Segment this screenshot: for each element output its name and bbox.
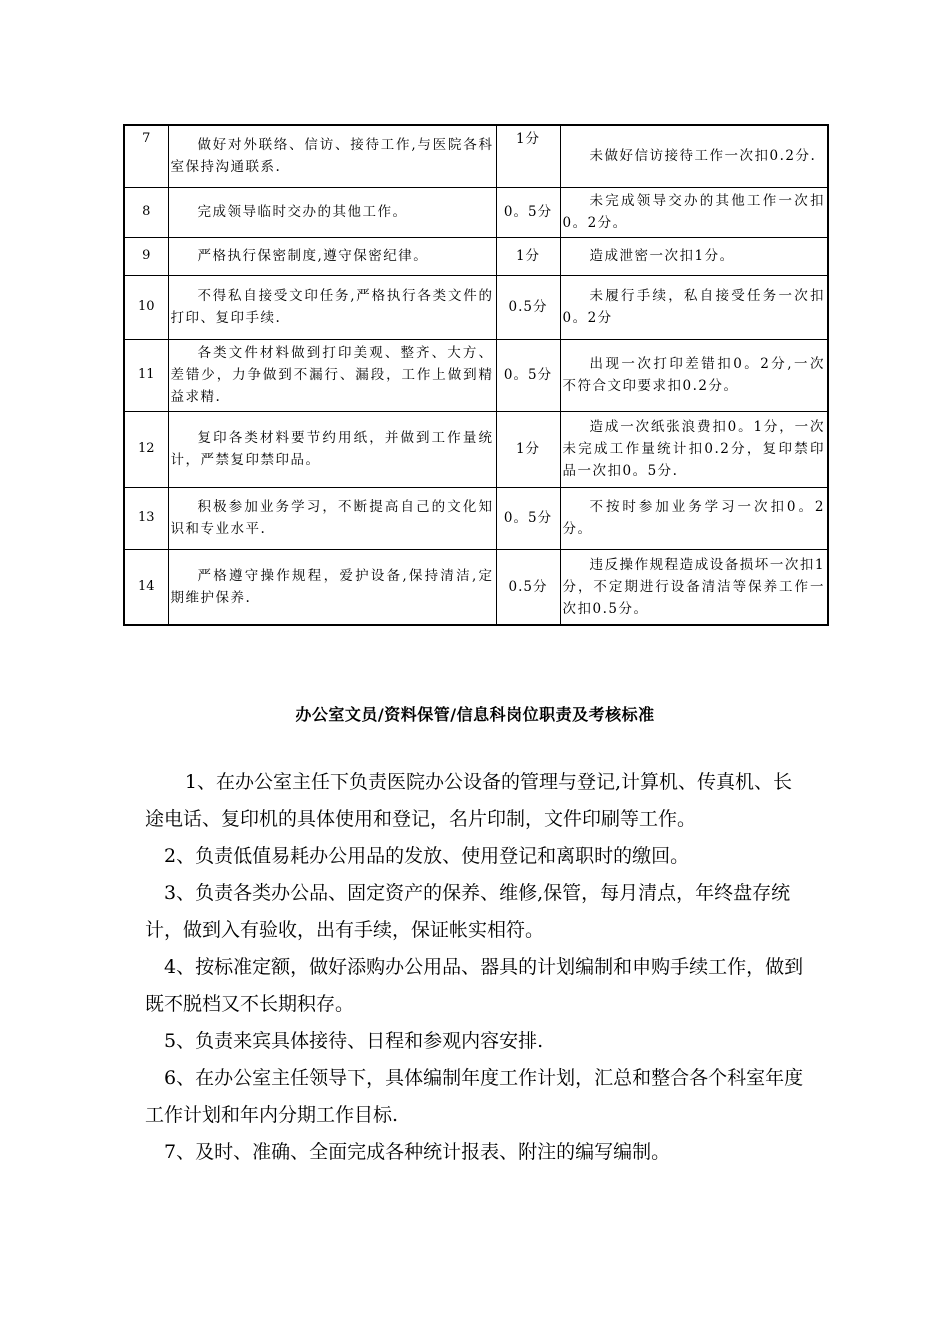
table-row — [124, 275, 828, 339]
row-number: 7 — [124, 125, 168, 187]
row-number: 14 — [124, 549, 168, 625]
table-row — [124, 339, 828, 411]
assessment-table — [123, 124, 829, 626]
score-value: 1分 — [496, 125, 560, 187]
row-number: 8 — [124, 187, 168, 237]
duty-item: 完成领导临时交办的其他工作。 — [168, 187, 496, 237]
deduction-standard: 不按时参加业务学习一次扣0。2分。 — [560, 487, 828, 549]
deduction-standard: 未履行手续，私自接受任务一次扣0。2分 — [560, 275, 828, 339]
duty-item: 复印各类材料要节约用纸，并做到工作量统计，严禁复印禁印品。 — [168, 411, 496, 487]
table-row — [124, 549, 828, 625]
score-value: 1分 — [496, 237, 560, 275]
table-row — [124, 125, 828, 187]
duties-list — [145, 764, 810, 1171]
deduction-standard: 未做好信访接待工作一次扣0.2分. — [560, 125, 828, 187]
score-value: 0。5分 — [496, 187, 560, 237]
duty-item: 各类文件材料做到打印美观、整齐、大方、差错少，力争做到不漏行、漏段，工作上做到精益求精. — [168, 339, 496, 411]
deduction-standard: 造成一次纸张浪费扣0。1分，一次未完成工作量统计扣0.2分，复印禁印品一次扣0。5分. — [560, 411, 828, 487]
deduction-standard: 未完成领导交办的其他工作一次扣0。2分。 — [560, 187, 828, 237]
deduction-standard: 造成泄密一次扣1分。 — [560, 237, 828, 275]
duty-paragraph: 2、负责低值易耗办公用品的发放、使用登记和离职时的缴回。 — [164, 845, 690, 867]
duty-paragraph: 7、及时、准确、全面完成各种统计报表、附注的编写编制。 — [164, 1141, 671, 1163]
row-number: 9 — [124, 237, 168, 275]
duty-paragraph: 1、在办公室主任下负责医院办公设备的管理与登记,计算机、传真机、长途电话、复印机的具体使用和登记，名片印制，文件印刷等工作。 — [145, 771, 793, 830]
score-value: 0。5分 — [496, 339, 560, 411]
duty-item: 严格遵守操作规程，爱护设备,保持清洁,定期维护保养. — [168, 549, 496, 625]
deduction-standard: 违反操作规程造成设备损坏一次扣1分，不定期进行设备清洁等保养工作一次扣0.5分。 — [560, 549, 828, 625]
duty-paragraph: 4、按标准定额，做好添购办公用品、器具的计划编制和申购手续工作，做到既不脱档又不长期积存。 — [145, 956, 804, 1015]
deduction-standard: 出现一次打印差错扣0。2分,一次不符合文印要求扣0.2分。 — [560, 339, 828, 411]
score-value: 0.5分 — [496, 275, 560, 339]
table-row — [124, 237, 828, 275]
score-value: 0。5分 — [496, 487, 560, 549]
duty-item: 不得私自接受文印任务,严格执行各类文件的打印、复印手续. — [168, 275, 496, 339]
row-number: 12 — [124, 411, 168, 487]
table-row — [124, 187, 828, 237]
row-number: 13 — [124, 487, 168, 549]
table-row — [124, 411, 828, 487]
table-row — [124, 487, 828, 549]
duty-paragraph: 5、负责来宾具体接待、日程和参观内容安排. — [164, 1030, 544, 1052]
row-number: 10 — [124, 275, 168, 339]
duty-paragraph: 6、在办公室主任领导下，具体编制年度工作计划，汇总和整合各个科室年度工作计划和年内分期工作目标. — [145, 1067, 804, 1126]
duty-paragraph: 3、负责各类办公品、固定资产的保养、维修,保管，每月清点，年终盘存统计，做到入有验收，出有手续，保证帐实相符。 — [145, 882, 791, 941]
duty-item: 积极参加业务学习，不断提高自己的文化知识和专业水平. — [168, 487, 496, 549]
duty-item: 做好对外联络、信访、接待工作,与医院各科室保持沟通联系. — [168, 125, 496, 187]
row-number: 11 — [124, 339, 168, 411]
score-value: 0.5分 — [496, 549, 560, 625]
duty-item: 严格执行保密制度,遵守保密纪律。 — [168, 237, 496, 275]
score-value: 1分 — [496, 411, 560, 487]
section-title: 办公室文员/资料保管/信息科岗位职责及考核标准 — [295, 705, 655, 724]
